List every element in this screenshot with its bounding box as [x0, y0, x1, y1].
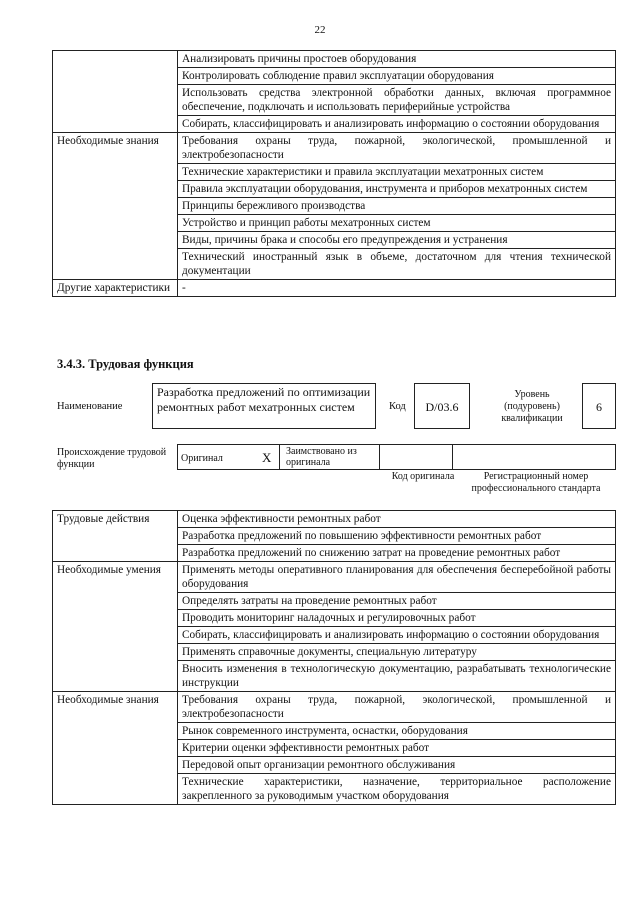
row-item: Рынок современного инструмента, оснастки, оборудования: [178, 723, 616, 740]
row-item: Разработка предложений по повышению эффективности ремонтных работ: [178, 528, 616, 545]
row-item: Применять справочные документы, специальную литературу: [178, 644, 616, 661]
level-box: 6: [582, 383, 616, 429]
level-label: Уровень (подуровень) квалификации: [501, 389, 563, 424]
table-row: [53, 562, 616, 593]
row-item: Контролировать соблюдение правил эксплуатации оборудования: [178, 68, 616, 85]
table-row: [53, 51, 616, 68]
original-label: Оригинал: [181, 453, 223, 464]
row-item: Разработка предложений по снижению затрат на проведение ремонтных работ: [178, 545, 616, 562]
row-label: Необходимые умения: [53, 562, 178, 692]
row-item: Технические характеристики и правила эксплуатации мехатронных систем: [178, 164, 616, 181]
code-caption: Код оригинала: [391, 471, 455, 482]
row-item: Вносить изменения в технологическую документацию, разрабатывать технологические инструкции: [178, 661, 616, 692]
row-item: Технический иностранный язык в объеме, достаточном для чтения технической документации: [178, 249, 616, 280]
row-item: Использовать средства электронной обработки данных, включая программное обеспечение, подключать и использовать периферийные устройства: [178, 85, 616, 116]
row-label: Трудовые действия: [53, 511, 178, 562]
row-item: Передовой опыт организации ремонтного обслуживания: [178, 757, 616, 774]
row-label: Необходимые знания: [53, 692, 178, 805]
row-item: Оценка эффективности ремонтных работ: [178, 511, 616, 528]
row-label: Необходимые знания: [53, 133, 178, 280]
table-row: [53, 692, 616, 723]
row-item: Применять методы оперативного планирования для обеспечения бесперебойной работы оборудования: [178, 562, 616, 593]
row-item: Устройство и принцип работы мехатронных систем: [178, 215, 616, 232]
skills-table-continued: [52, 50, 616, 297]
reg-caption: Регистрационный номер профессионального стандарта: [471, 471, 601, 494]
row-item: -: [178, 280, 616, 297]
borrowed-label: Заимствовано из оригинала: [286, 446, 357, 468]
code-label: Код: [389, 401, 406, 412]
section-heading: 3.4.3. Трудовая функция: [57, 357, 194, 371]
name-label: Наименование: [57, 401, 123, 412]
labor-function-table: [52, 510, 616, 805]
origin-label: Происхождение трудовой функции: [57, 447, 167, 470]
row-label: [53, 51, 178, 133]
row-item: Собирать, классифицировать и анализировать информацию о состоянии оборудования: [178, 627, 616, 644]
row-item: Анализировать причины простоев оборудования: [178, 51, 616, 68]
original-mark: X: [262, 450, 272, 465]
row-item: Критерии оценки эффективности ремонтных работ: [178, 740, 616, 757]
row-item: Правила эксплуатации оборудования, инструмента и приборов мехатронных систем: [178, 181, 616, 198]
row-item: Собирать, классифицировать и анализировать информацию о состоянии оборудования: [178, 116, 616, 133]
row-label: Другие характеристики: [53, 280, 178, 297]
table-row: [53, 511, 616, 528]
row-item: Требования охраны труда, пожарной, экологической, промышленной и электробезопасности: [178, 692, 616, 723]
row-item: Проводить мониторинг наладочных и регулировочных работ: [178, 610, 616, 627]
origin-table: [177, 444, 616, 470]
table-row: [53, 133, 616, 164]
row-item: Виды, причины брака и способы его предупреждения и устранения: [178, 232, 616, 249]
row-item: Технические характеристики, назначение, территориальное расположение закрепленного за руководимым участком оборудования: [178, 774, 616, 805]
table-row: [53, 280, 616, 297]
code-box: D/03.6: [414, 383, 470, 429]
row-item: Требования охраны труда, пожарной, экологической, промышленной и электробезопасности: [178, 133, 616, 164]
row-item: Определять затраты на проведение ремонтных работ: [178, 593, 616, 610]
row-item: Принципы бережливого производства: [178, 198, 616, 215]
page-number: 22: [314, 24, 326, 36]
function-name-box: Разработка предложений по оптимизации ремонтных работ мехатронных систем: [152, 383, 376, 429]
